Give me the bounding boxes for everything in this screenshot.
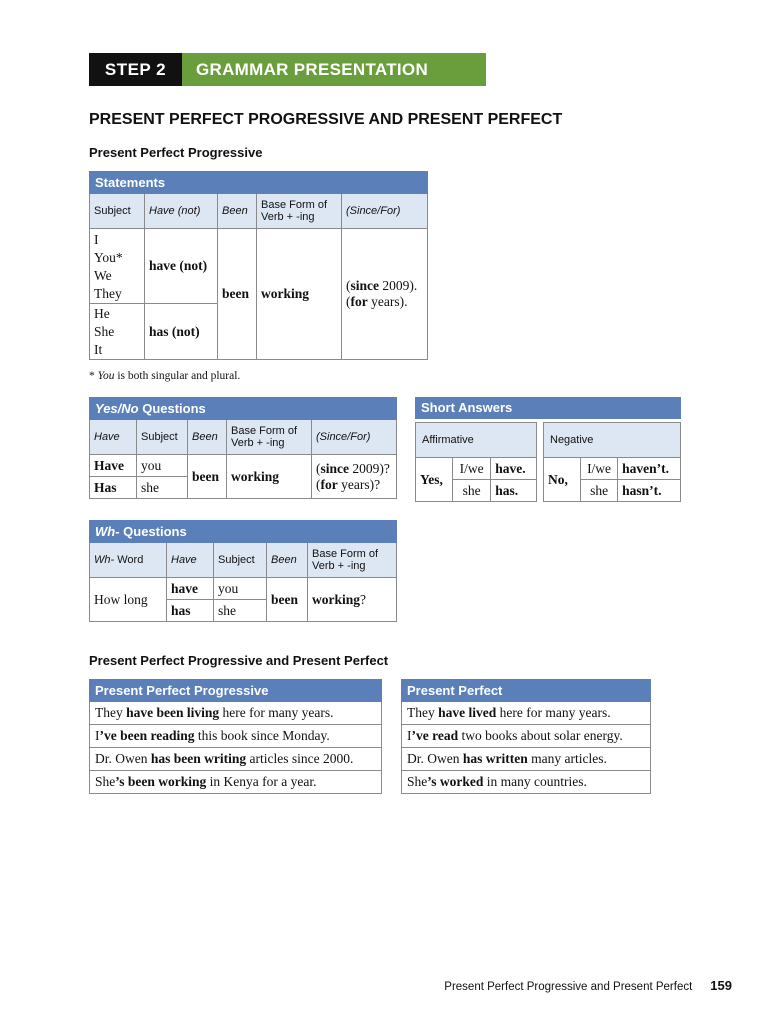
been-cell: been (218, 229, 257, 360)
page-title: PRESENT PERFECT PROGRESSIVE AND PRESENT PERFECT (89, 111, 563, 128)
section-heading-comparison: Present Perfect Progressive and Present Perfect (89, 653, 389, 668)
neg-verb-2: hasn’t. (618, 480, 681, 502)
header-been: Been (267, 543, 308, 578)
subject-they: They (94, 286, 122, 301)
page-footer (444, 978, 732, 993)
header-been: Been (188, 420, 227, 455)
yn-since-for: (since 2009)? (for years)? (312, 455, 397, 499)
yn-subject-she: she (137, 477, 188, 499)
perfect-example-1: They have lived here for many years. (402, 702, 651, 725)
header-been: Been (218, 194, 257, 229)
section-heading-progressive: Present Perfect Progressive (89, 145, 263, 160)
subject-we: We (94, 268, 112, 283)
progressive-example-2: I’ve been reading this book since Monday. (90, 725, 382, 748)
header-base-form: Base Form of Verb + -ing (227, 420, 312, 455)
wh-verb-cell: working? (308, 578, 397, 622)
step-label: STEP 2 (89, 53, 182, 86)
progressive-examples-table (89, 679, 382, 794)
wh-has: has (167, 600, 214, 622)
short-answers-negative (543, 422, 681, 502)
since-for-cell: (since 2009). (for years). (342, 229, 428, 360)
wh-subject-you: you (214, 578, 267, 600)
wh-subject-she: she (214, 600, 267, 622)
verb-cell: working (257, 229, 342, 360)
subjects-singular (90, 304, 145, 360)
short-answers-title: Short Answers (415, 397, 681, 419)
since-word: since (350, 278, 379, 293)
yes-no-title: Yes/No Questions (90, 398, 397, 420)
wh-questions-table (89, 520, 397, 622)
perfect-example-4: She’s worked in many countries. (402, 771, 651, 794)
wh-title: Wh- Questions (90, 521, 397, 543)
progressive-example-3: Dr. Owen has been writing articles since 2000. (90, 748, 382, 771)
header-wh-word: Wh- Word (90, 543, 167, 578)
neg-subj-1: I/we (581, 458, 618, 480)
subject-you: You* (94, 250, 123, 265)
statements-table (89, 171, 428, 360)
wh-word-how-long: How long (90, 578, 167, 622)
header-have: Have (90, 420, 137, 455)
header-base-form: Base Form of Verb + -ing (257, 194, 342, 229)
footer-running-title: Present Perfect Progressive and Present Perfect (444, 981, 693, 993)
wh-have: have (167, 578, 214, 600)
progressive-examples-title: Present Perfect Progressive (90, 680, 382, 702)
progressive-example-4: She’s been working in Kenya for a year. (90, 771, 382, 794)
aff-subj-2: she (453, 480, 491, 502)
header-subject: Subject (214, 543, 267, 578)
perfect-example-2: I’ve read two books about solar energy. (402, 725, 651, 748)
header-base-form: Base Form of Verb + -ing (308, 543, 397, 578)
banner-title: GRAMMAR PRESENTATION (182, 53, 486, 86)
have-not-cell: have (not) (145, 229, 218, 304)
subject-it: It (94, 341, 103, 357)
subject-she: She (94, 323, 115, 339)
statements-title: Statements (90, 172, 428, 194)
aff-verb-2: has. (491, 480, 537, 502)
yn-been: been (188, 455, 227, 499)
aff-verb-1: have. (491, 458, 537, 480)
neg-subj-2: she (581, 480, 618, 502)
yes-label: Yes, (416, 458, 453, 502)
yn-has: Has (90, 477, 137, 499)
subjects-plural (90, 229, 145, 304)
negative-header: Negative (544, 423, 681, 458)
wh-been: been (267, 578, 308, 622)
aff-subj-1: I/we (453, 458, 491, 480)
yn-have: Have (90, 455, 137, 477)
neg-verb-1: haven’t. (618, 458, 681, 480)
header-subject: Subject (90, 194, 145, 229)
subject-i: I (94, 232, 99, 247)
header-subject: Subject (137, 420, 188, 455)
header-since-for: (Since/For) (312, 420, 397, 455)
perfect-examples-table (401, 679, 651, 794)
step-banner (89, 53, 486, 86)
subject-he: He (94, 305, 110, 321)
page-number: 159 (710, 978, 732, 993)
has-not-cell: has (not) (145, 304, 218, 360)
for-word: for (350, 294, 368, 309)
header-since-for: (Since/For) (342, 194, 428, 229)
perfect-example-3: Dr. Owen has written many articles. (402, 748, 651, 771)
short-answers-affirmative (415, 422, 537, 502)
no-label: No, (544, 458, 581, 502)
yn-verb: working (227, 455, 312, 499)
footnote: * You is both singular and plural. (89, 370, 241, 382)
header-have: Have (167, 543, 214, 578)
yn-subject-you: you (137, 455, 188, 477)
header-have-not: Have (not) (145, 194, 218, 229)
perfect-examples-title: Present Perfect (402, 680, 651, 702)
progressive-example-1: They have been living here for many years. (90, 702, 382, 725)
affirmative-header: Affirmative (416, 423, 537, 458)
yes-no-questions-table (89, 397, 397, 499)
